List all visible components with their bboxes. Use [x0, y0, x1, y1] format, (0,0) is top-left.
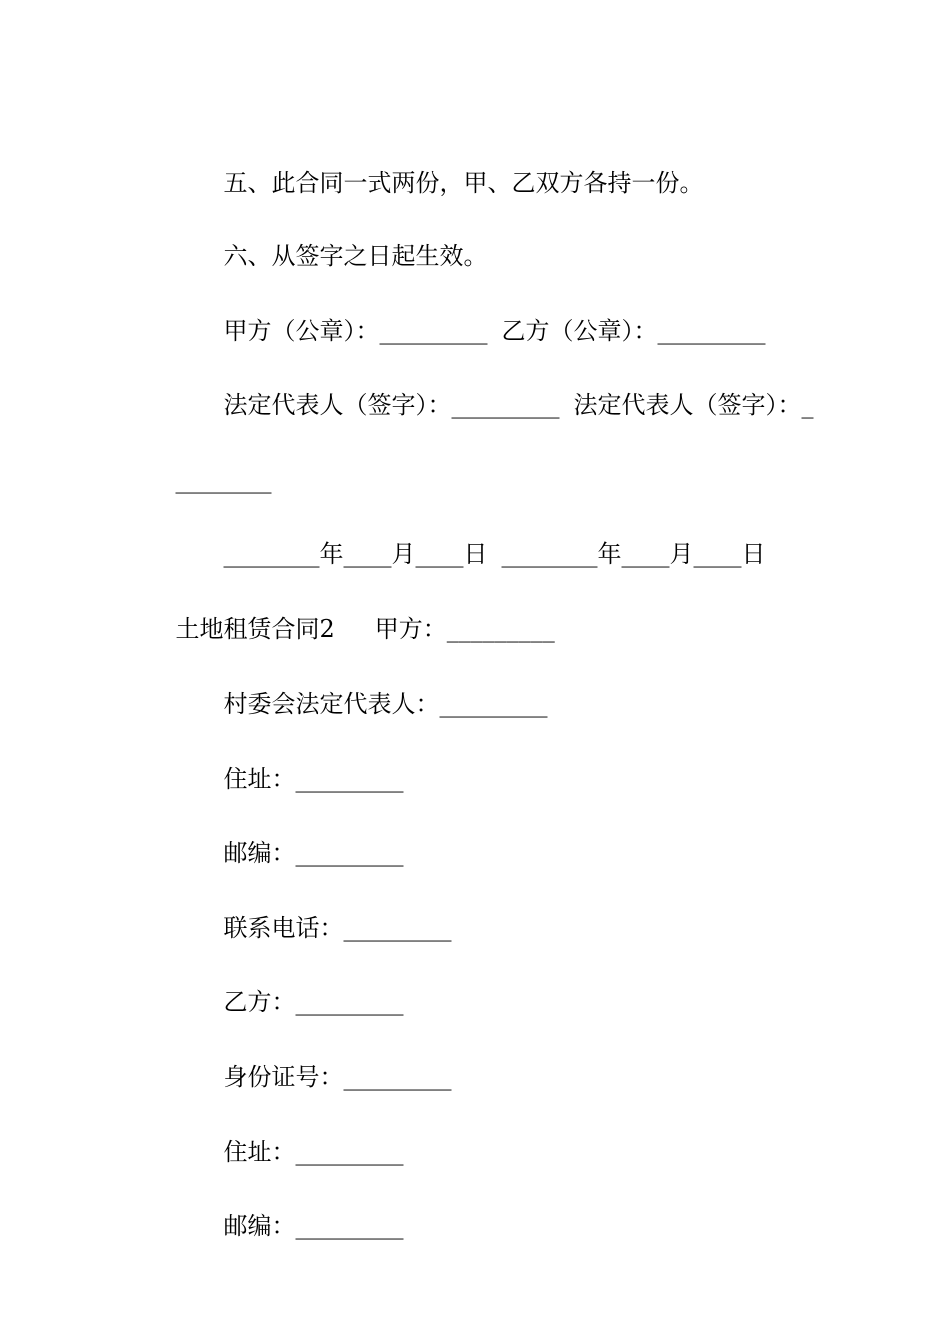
date-party-b: ________年____月____日: [501, 540, 766, 568]
party-b-address-text: 住址：_________: [223, 1138, 404, 1166]
contract-2-party-a: 甲方：_________: [374, 615, 555, 643]
party-a-address-text: 住址：_________: [223, 765, 404, 793]
rep-party-b-continued: ________: [175, 466, 272, 494]
seal-party-b: 乙方（公章）：_________: [501, 317, 766, 345]
party-a-phone-text: 联系电话：_________: [223, 914, 452, 942]
clause-6-text: 六、从签字之日起生效。: [223, 242, 488, 270]
party-b-postcode: [0, 1181, 950, 1271]
rep-party-b: 法定代表人（签字）：_: [573, 391, 814, 419]
seal-party-a: 甲方（公章）：_________: [223, 317, 488, 345]
party-b-id-number-text: 身份证号：_________: [223, 1063, 452, 1091]
party-b-text: 乙方：_________: [223, 988, 404, 1016]
date-party-a: ________年____月____日: [223, 540, 488, 568]
party-b-postcode-text: 邮编：_________: [223, 1212, 404, 1240]
rep-party-a: 法定代表人（签字）：_________: [223, 391, 560, 419]
contract-2-title: 土地租赁合同2: [175, 615, 335, 643]
party-a-postcode-text: 邮编：_________: [223, 839, 404, 867]
village-representative-text: 村委会法定代表人：_________: [223, 690, 548, 718]
clause-5-text: 五、此合同一式两份，甲、乙双方各持一份。: [223, 169, 704, 197]
